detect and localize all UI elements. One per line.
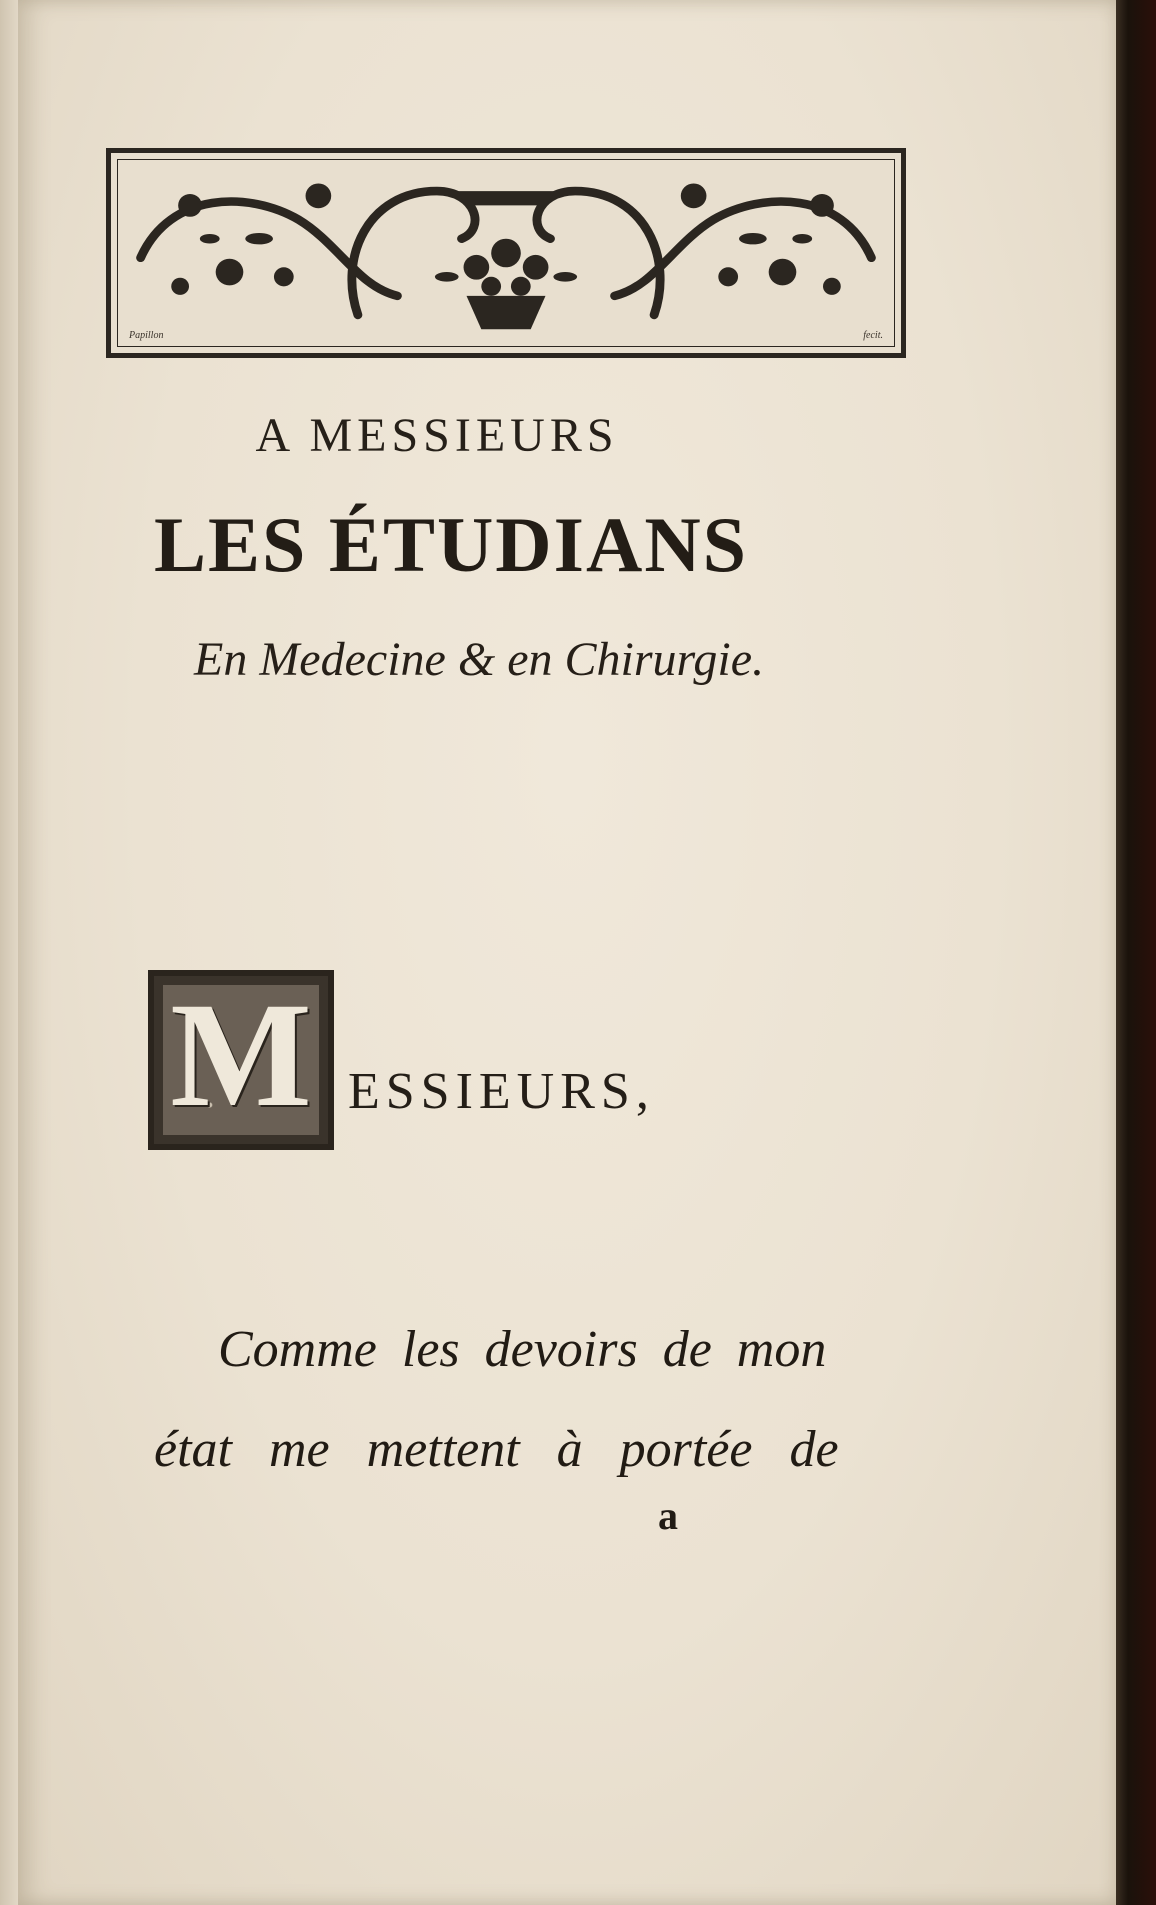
- book-page: [18, 0, 1118, 1905]
- dropcap-letter: M: [170, 972, 312, 1138]
- ornamental-headpiece: [106, 148, 906, 358]
- catchword-signature: a: [658, 1493, 678, 1538]
- engraver-signature-right: fecit.: [863, 330, 883, 341]
- body-text-line-1: Comme les devoirs de mon: [218, 1321, 827, 1378]
- dedication-title: LES ÉTUDIANS: [154, 501, 749, 588]
- salutation-text: ESSIEURS,: [348, 1063, 655, 1120]
- dedication-subtitle: En Medecine & en Chirurgie.: [194, 633, 765, 686]
- dedication-line-1: A MESSIEURS: [255, 409, 619, 462]
- body-text-line-2: état me mettent à portée de: [154, 1421, 839, 1478]
- decorated-dropcap: [148, 970, 334, 1150]
- engraver-signature-left: Papillon: [129, 330, 164, 341]
- floral-scroll-ornament: [111, 153, 901, 353]
- book-cover-edge: [1116, 0, 1156, 1905]
